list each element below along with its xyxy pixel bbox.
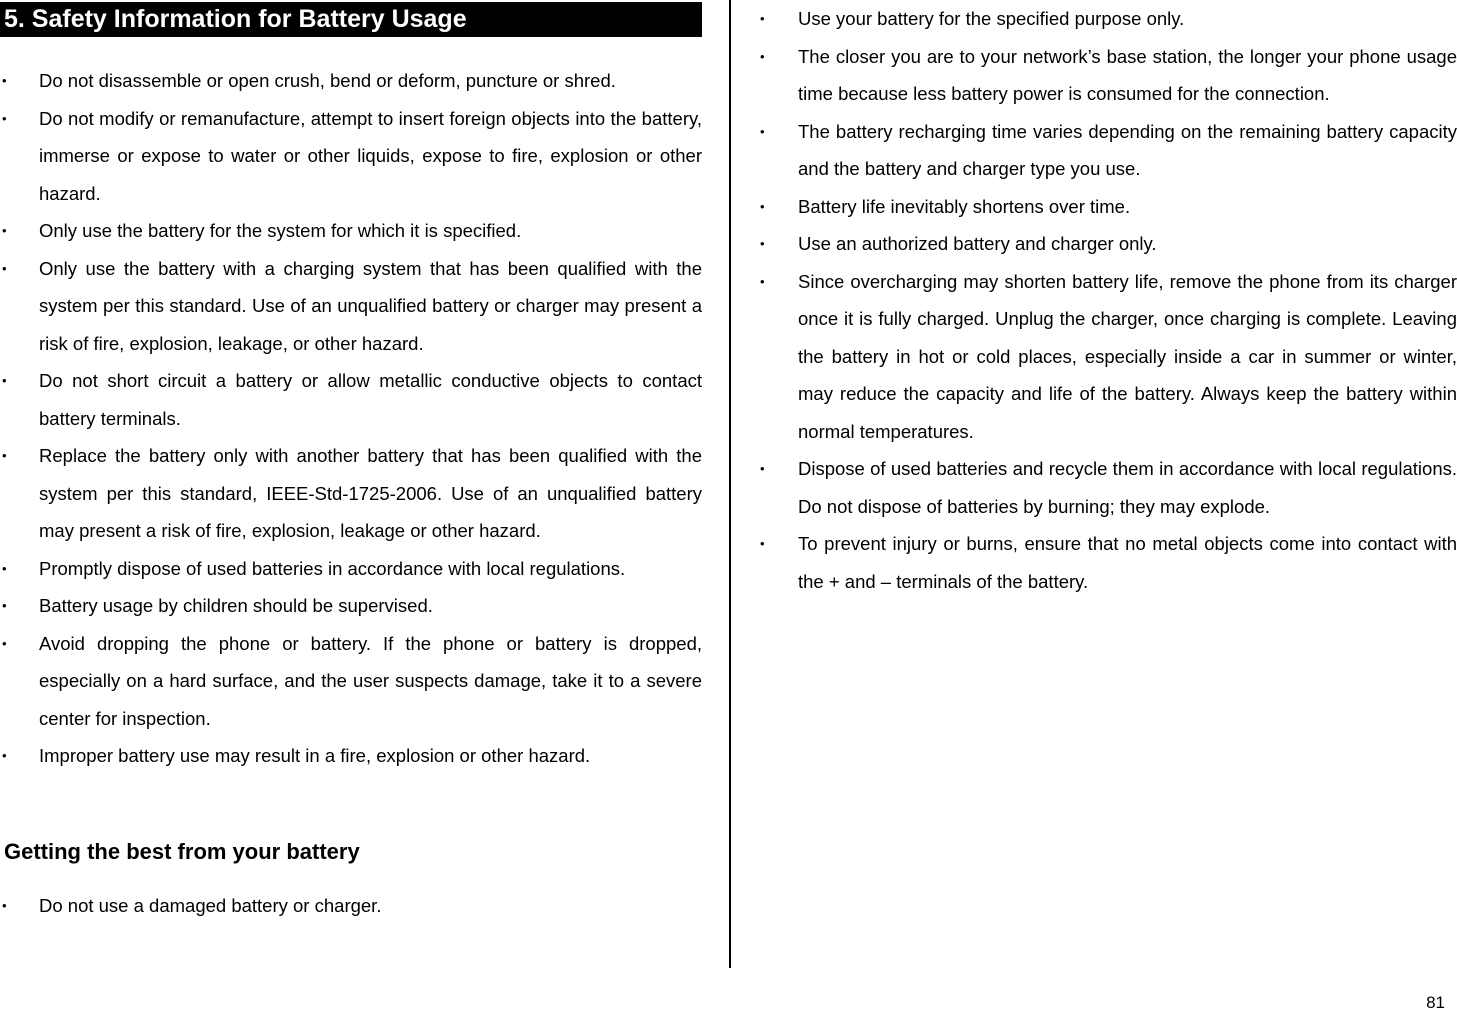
list-item bbox=[0, 587, 702, 625]
list-item bbox=[760, 525, 1457, 600]
bullet-icon: • bbox=[760, 461, 765, 476]
bullet-icon: • bbox=[2, 110, 7, 126]
list-item bbox=[0, 625, 702, 738]
list-item bbox=[0, 737, 702, 775]
list-item bbox=[0, 437, 702, 550]
bullet-icon: • bbox=[760, 536, 765, 551]
column-divider bbox=[729, 0, 731, 968]
list-item bbox=[0, 250, 702, 363]
list-item-text: Promptly dispose of used batteries in accordance with local regulations. bbox=[39, 557, 626, 579]
list-item-text: Replace the battery only with another battery that has been qualified with the system per this standard, IEEE-Std-1725-2006. Use of an unqualified battery may present a risk of fire, explosion, leakage or other hazard. bbox=[39, 445, 702, 541]
bullet-icon: • bbox=[2, 448, 7, 463]
bullet-icon: • bbox=[760, 273, 765, 289]
bullet-icon: • bbox=[2, 73, 7, 88]
list-item bbox=[760, 188, 1457, 226]
right-column bbox=[760, 0, 1457, 600]
page-number: 81 bbox=[1426, 993, 1445, 1012]
list-item-text: Do not use a damaged battery or charger. bbox=[39, 894, 382, 916]
bullet-icon: • bbox=[760, 11, 765, 26]
list-item bbox=[0, 887, 702, 925]
safety-bullet-list bbox=[0, 62, 702, 775]
list-item bbox=[760, 0, 1457, 38]
list-item-text: Only use the battery for the system for which it is specified. bbox=[39, 220, 522, 241]
list-item bbox=[0, 362, 702, 437]
list-item bbox=[760, 450, 1457, 525]
list-item-text: Battery life inevitably shortens over time. bbox=[798, 195, 1131, 217]
list-item-text: Use your battery for the specified purpose only. bbox=[798, 8, 1185, 29]
list-item-text: Improper battery use may result in a fire, explosion or other hazard. bbox=[39, 745, 591, 766]
list-item-text: The battery recharging time varies depending on the remaining battery capacity and the battery and charger type you use. bbox=[798, 120, 1457, 179]
bullet-icon: • bbox=[2, 373, 7, 388]
list-item-text: Since overcharging may shorten battery life, remove the phone from its charger once it is fully charged. Unplug the charger, once charging is complete. Leaving the battery in hot or cold places, especially inside a car in summer or winter, may reduce the capacity and life of the battery. Always keep the battery within normal temperatures. bbox=[798, 270, 1457, 442]
list-item-text: Do not short circuit a battery or allow metallic conductive objects to contact battery terminals. bbox=[39, 370, 702, 429]
bullet-icon: • bbox=[2, 897, 7, 913]
bullet-icon: • bbox=[2, 598, 7, 613]
list-item-text: The closer you are to your network’s base station, the longer your phone usage time because less battery power is consumed for the connection. bbox=[798, 45, 1457, 104]
bullet-icon: • bbox=[2, 223, 7, 238]
list-item bbox=[760, 113, 1457, 188]
list-item bbox=[0, 212, 702, 250]
list-item-text: To prevent injury or burns, ensure that no metal objects come into contact with the + and – terminals of the battery. bbox=[798, 533, 1457, 592]
best-battery-bullet-list-left bbox=[0, 887, 702, 925]
list-item bbox=[0, 62, 702, 100]
list-item-text: Only use the battery with a charging system that has been qualified with the system per this standard. Use of an unqualified battery or charger may present a risk of fire, explosion, leakage, or other hazard. bbox=[39, 257, 702, 354]
list-item-text: Do not disassemble or open crush, bend or deform, puncture or shred. bbox=[39, 70, 616, 91]
section-title: 5. Safety Information for Battery Usage bbox=[0, 2, 702, 37]
list-item bbox=[760, 263, 1457, 451]
subheading-best-battery: Getting the best from your battery bbox=[4, 838, 360, 864]
best-battery-bullet-list-right bbox=[760, 0, 1457, 600]
list-item bbox=[0, 100, 702, 213]
list-item bbox=[760, 38, 1457, 113]
list-item bbox=[760, 225, 1457, 263]
bullet-icon: • bbox=[2, 635, 7, 651]
list-item-text: Do not modify or remanufacture, attempt to insert foreign objects into the battery, immerse or expose to water or other liquids, expose to fire, explosion or other hazard. bbox=[39, 107, 702, 204]
bullet-icon: • bbox=[760, 236, 765, 251]
list-item bbox=[0, 550, 702, 588]
bullet-icon: • bbox=[2, 260, 7, 276]
bullet-icon: • bbox=[2, 748, 7, 763]
list-item-text: Battery usage by children should be supervised. bbox=[39, 595, 433, 616]
left-column bbox=[0, 2, 702, 924]
bullet-icon: • bbox=[2, 560, 7, 576]
list-item-text: Avoid dropping the phone or battery. If the phone or battery is dropped, especially on a hard surface, and the user suspects damage, take it to a severe center for inspection. bbox=[39, 632, 702, 729]
list-item-text: Use an authorized battery and charger only. bbox=[798, 233, 1157, 254]
bullet-icon: • bbox=[760, 198, 765, 214]
bullet-icon: • bbox=[760, 48, 765, 64]
bullet-icon: • bbox=[760, 123, 765, 139]
list-item-text: Dispose of used batteries and recycle them in accordance with local regulations. Do not dispose of batteries by burning; they may explode. bbox=[798, 458, 1457, 517]
